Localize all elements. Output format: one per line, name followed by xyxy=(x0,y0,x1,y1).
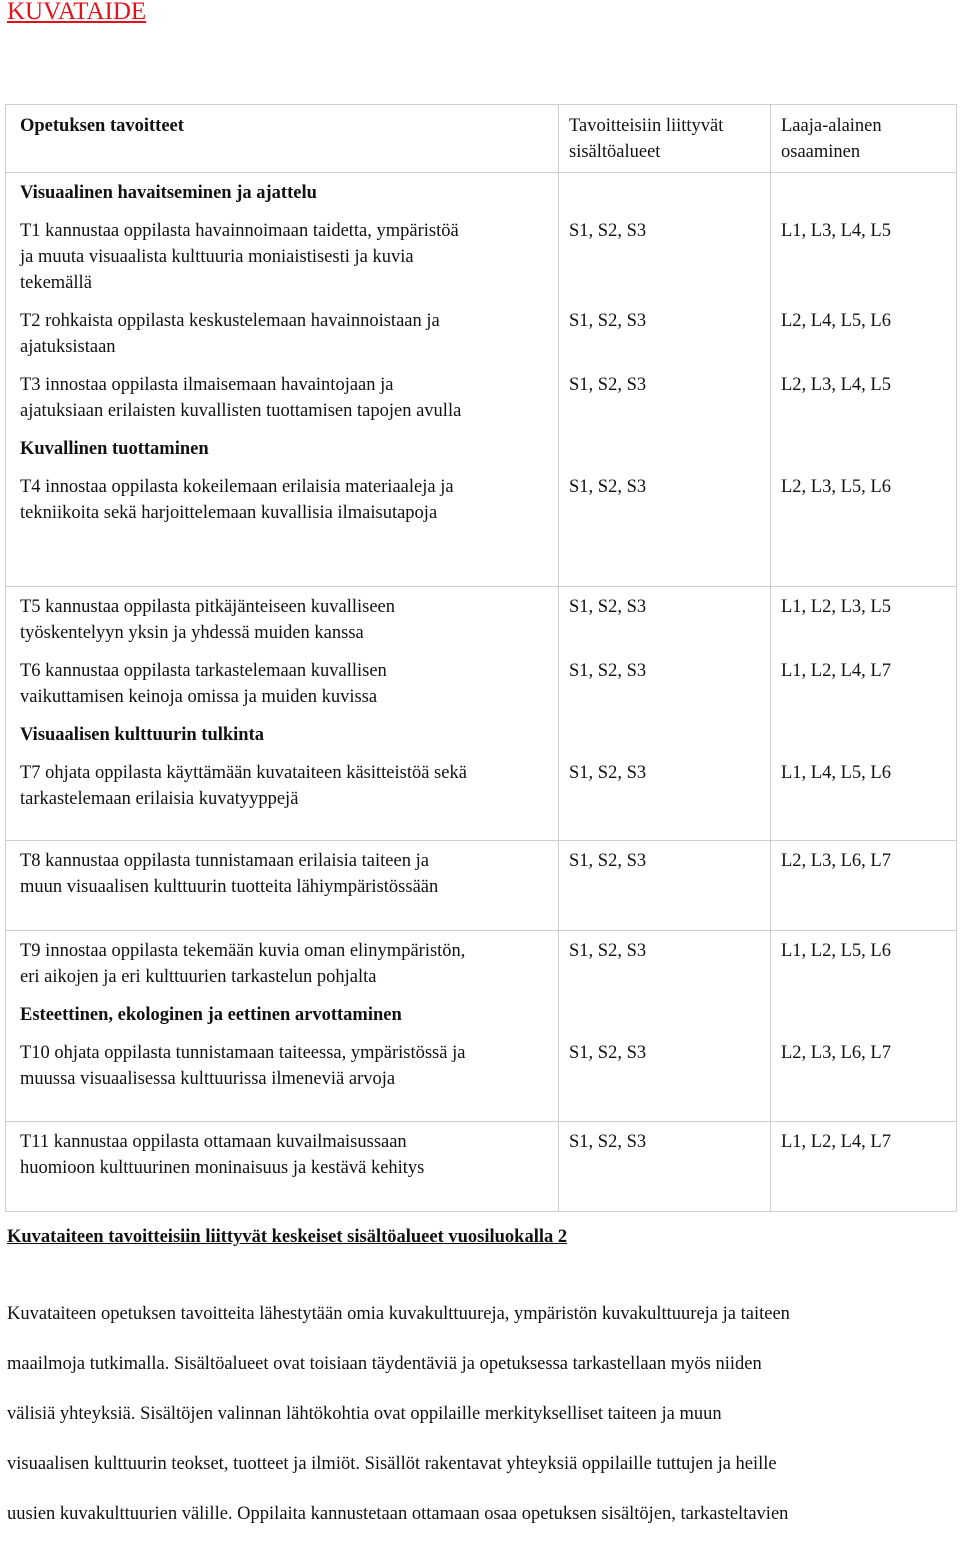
content-areas-t8: S1, S2, S3 xyxy=(569,851,647,871)
body-line: maailmoja tutkimalla. Sisältöalueet ovat toisiaan täydentäviä ja opetuksessa tarkastellaan myös niiden xyxy=(7,1354,762,1374)
body-line: välisiä yhteyksiä. Sisältöjen valinnan lähtökohtia ovat oppilaille merkitykselliset taiteen ja muun xyxy=(7,1404,722,1424)
content-areas-cell xyxy=(559,587,771,841)
content-areas-t11: S1, S2, S3 xyxy=(569,1132,647,1152)
header-competence-line2: osaaminen xyxy=(781,142,861,162)
content-areas-t2: S1, S2, S3 xyxy=(569,311,647,331)
goal-cell xyxy=(6,841,559,931)
goal-t4: T4 innostaa oppilasta kokeilemaan erilaisia materiaaleja ja tekniikoita sekä harjoittelemaan kuvallisia ilmaisutapoja xyxy=(20,477,454,523)
competence-cell xyxy=(771,841,957,931)
header-content-line2: sisältöalueet xyxy=(569,142,661,162)
goal-t2: T2 rohkaista oppilasta keskustelemaan havainnoistaan ja ajatuksistaan xyxy=(20,311,440,357)
competence-t7: L1, L4, L5, L6 xyxy=(781,763,891,783)
competence-t3: L2, L3, L4, L5 xyxy=(781,375,891,395)
goal-t5: T5 kannustaa oppilasta pitkäjänteiseen kuvalliseen työskentelyyn yksin ja yhdessä muiden kanssa xyxy=(20,597,396,643)
body-line: uusien kuvakulttuurien välille. Oppilaita kannustetaan ottamaan osaa opetuksen sisältöjen, tarkasteltavien xyxy=(7,1504,789,1524)
table-row xyxy=(6,841,957,931)
competence-cell xyxy=(771,173,957,587)
goal-t11: T11 kannustaa oppilasta ottamaan kuvailmaisussaan huomioon kulttuurinen moninaisuus ja kestävä kehitys xyxy=(20,1132,425,1178)
goal-t9: T9 innostaa oppilasta tekemään kuvia oman elinympäristön, eri aikojen ja eri kulttuurien tarkastelun pohjalta xyxy=(20,941,466,987)
content-areas-t7: S1, S2, S3 xyxy=(569,763,647,783)
goal-t10: T10 ohjata oppilasta tunnistamaan taiteessa, ympäristössä ja muussa visuaalisessa kulttuurissa ilmeneviä arvoja xyxy=(20,1043,466,1089)
page-title: KUVATAIDE xyxy=(7,0,147,25)
goal-cell xyxy=(6,931,559,1122)
goals-table xyxy=(5,104,957,1212)
section-heading-visual-culture: Visuaalisen kulttuurin tulkinta xyxy=(20,725,265,745)
competence-cell xyxy=(771,1122,957,1212)
content-areas-t6: S1, S2, S3 xyxy=(569,661,647,681)
content-areas-cell xyxy=(559,841,771,931)
content-areas-cell xyxy=(559,931,771,1122)
header-content-line1: Tavoitteisiin liittyvät xyxy=(569,116,724,136)
content-areas-t4: S1, S2, S3 xyxy=(569,477,647,497)
competence-t8: L2, L3, L6, L7 xyxy=(781,851,891,871)
competence-t1: L1, L3, L4, L5 xyxy=(781,221,891,241)
body-line: Kuvataiteen opetuksen tavoitteita lähestytään omia kuvakulttuureja, ympäristön kuvakulttuureja ja taiteen xyxy=(7,1304,790,1324)
goal-t8: T8 kannustaa oppilasta tunnistamaan erilaisia taiteen ja muun visuaalisen kulttuurin tuotteita lähiympäristössään xyxy=(20,851,439,897)
content-areas-heading: Kuvataiteen tavoitteisiin liittyvät keskeiset sisältöalueet vuosiluokalla 2 xyxy=(7,1227,568,1247)
header-content-areas xyxy=(559,105,771,173)
competence-t9: L1, L2, L5, L6 xyxy=(781,941,891,961)
competence-t6: L1, L2, L4, L7 xyxy=(781,661,891,681)
content-areas-t3: S1, S2, S3 xyxy=(569,375,647,395)
content-areas-t10: S1, S2, S3 xyxy=(569,1043,647,1063)
table-row xyxy=(6,931,957,1122)
table-row xyxy=(6,587,957,841)
content-areas-t5: S1, S2, S3 xyxy=(569,597,647,617)
competence-t2: L2, L4, L5, L6 xyxy=(781,311,891,331)
goal-cell xyxy=(6,587,559,841)
goal-cell xyxy=(6,1122,559,1212)
goal-t1: T1 kannustaa oppilasta havainnoimaan taidetta, ympäristöä ja muuta visuaalista kulttuuria moniaistisesti ja kuvia tekemällä xyxy=(20,221,459,293)
header-competence xyxy=(771,105,957,173)
goal-t7: T7 ohjata oppilasta käyttämään kuvataiteen käsitteistöä sekä tarkastelemaan erilaisia kuvatyyppejä xyxy=(20,763,467,809)
header-goals: Opetuksen tavoitteet xyxy=(6,105,559,173)
body-line: visuaalisen kulttuurin teokset, tuotteet ja ilmiöt. Sisällöt rakentavat yhteyksiä oppilaille tuttujen ja heille xyxy=(7,1454,777,1474)
competence-t5: L1, L2, L3, L5 xyxy=(781,597,891,617)
goal-t3: T3 innostaa oppilasta ilmaisemaan havaintojaan ja ajatuksiaan erilaisten kuvallisten tuottamisen tapojen avulla xyxy=(20,375,462,421)
header-competence-line1: Laaja-alainen xyxy=(781,116,882,136)
competence-t11: L1, L2, L4, L7 xyxy=(781,1132,891,1152)
body-paragraph xyxy=(7,1277,955,1552)
section-heading-visual-production: Kuvallinen tuottaminen xyxy=(20,439,209,459)
section-heading-aesthetic-valuation: Esteettinen, ekologinen ja eettinen arvottaminen xyxy=(20,1005,402,1025)
competence-t10: L2, L3, L6, L7 xyxy=(781,1043,891,1063)
table-row xyxy=(6,1122,957,1212)
content-areas-t1: S1, S2, S3 xyxy=(569,221,647,241)
table-row xyxy=(6,173,957,587)
competence-cell xyxy=(771,587,957,841)
content-areas-cell xyxy=(559,173,771,587)
goal-t6: T6 kannustaa oppilasta tarkastelemaan kuvallisen vaikuttamisen keinoja omissa ja muiden kuvissa xyxy=(20,661,387,707)
table-header-row xyxy=(6,105,957,173)
content-areas-cell xyxy=(559,1122,771,1212)
goal-cell xyxy=(6,173,559,587)
section-heading-visual-perception: Visuaalinen havaitseminen ja ajattelu xyxy=(20,183,317,203)
competence-t4: L2, L3, L5, L6 xyxy=(781,477,891,497)
content-areas-t9: S1, S2, S3 xyxy=(569,941,647,961)
competence-cell xyxy=(771,931,957,1122)
